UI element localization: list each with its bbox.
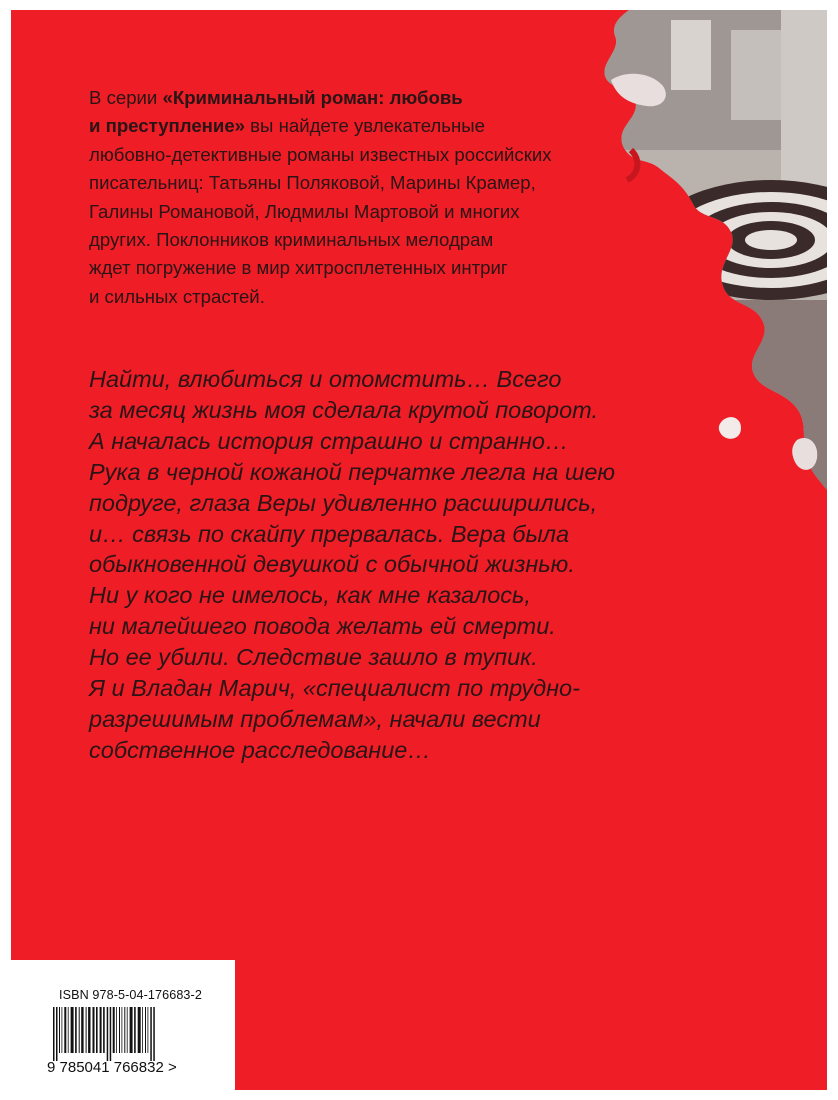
- excerpt-line: обыкновенной девушкой с обычной жизнью.: [89, 551, 575, 578]
- barcode-bar: [93, 1007, 95, 1053]
- barcode-bar: [86, 1007, 87, 1053]
- excerpt-line: А началась история страшно и странно…: [89, 427, 569, 454]
- isbn-block: [11, 960, 235, 1090]
- barcode-bar: [71, 1007, 74, 1053]
- isbn-label: ISBN 978-5-04-176683-2: [59, 988, 202, 1002]
- barcode-bar: [110, 1007, 112, 1061]
- book-excerpt: [89, 364, 729, 766]
- blurb-line: [89, 84, 649, 112]
- excerpt-line: Но ее убили. Следствие зашло в тупик.: [89, 644, 538, 671]
- barcode-bar: [88, 1007, 90, 1053]
- barcode-bar: [103, 1007, 105, 1053]
- barcode-bar: [134, 1007, 136, 1053]
- barcode-bar: [153, 1007, 155, 1061]
- blurb-line: Галины Романовой, Людмилы Мартовой и многих: [89, 200, 520, 222]
- excerpt-line: Рука в черной кожаной перчатке легла на шею: [89, 458, 616, 485]
- barcode-bar: [122, 1007, 123, 1053]
- red-cover-background: [11, 10, 827, 1090]
- blurb-line: [89, 112, 649, 140]
- barcode-bar: [81, 1007, 83, 1053]
- excerpt-line: Найти, влюбиться и отомстить… Всего: [89, 366, 562, 392]
- excerpt-line: Я и Владан Марич, «специалист по трудно-: [89, 675, 580, 702]
- blurb-line: любовно-детективные романы известных российских: [89, 143, 552, 165]
- barcode-bar: [142, 1007, 143, 1053]
- barcode-bar: [96, 1007, 98, 1053]
- barcode-bar: [130, 1007, 133, 1053]
- series-title-part2: и преступление»: [89, 115, 246, 137]
- barcode-bar: [150, 1007, 152, 1061]
- excerpt-line: разрешимым проблемам», начали вести: [89, 705, 541, 732]
- blurb-line: ждет погружение в мир хитросплетенных интриг: [89, 257, 508, 279]
- barcode-bar: [75, 1007, 77, 1053]
- barcode-bar: [119, 1007, 120, 1053]
- blurb-prefix: В серии: [89, 87, 163, 108]
- barcode-bar: [107, 1007, 109, 1061]
- excerpt-line: Ни у кого не имелось, как мне казалось,: [89, 582, 531, 609]
- barcode-bar: [124, 1007, 125, 1053]
- blurb-line: и сильных страстей.: [89, 285, 265, 307]
- series-description: [89, 84, 649, 311]
- excerpt-line: собственное расследование…: [89, 736, 431, 763]
- barcode-bar: [62, 1007, 63, 1053]
- barcode-bar: [113, 1007, 115, 1053]
- barcode-digits: 9 785041 766832 >: [47, 1059, 177, 1076]
- barcode-bar: [100, 1007, 102, 1053]
- barcode-bar: [148, 1007, 149, 1053]
- barcode-bar: [127, 1007, 128, 1053]
- barcode-bar: [79, 1007, 80, 1053]
- barcode: [51, 1007, 211, 1061]
- blurb-line: писательниц: Татьяны Поляковой, Марины Крамер,: [89, 172, 536, 194]
- barcode-bar: [138, 1007, 141, 1053]
- barcode-bar: [59, 1007, 60, 1053]
- barcode-bar: [68, 1007, 69, 1053]
- barcode-bar: [145, 1007, 146, 1053]
- blurb-line2-rest: вы найдете увлекательные: [245, 115, 485, 137]
- barcode-bar: [53, 1007, 55, 1061]
- excerpt-line: и… связь по скайпу прервалась. Вера была: [89, 520, 570, 547]
- excerpt-line: подруге, глаза Веры удивленно расширились,: [89, 489, 598, 516]
- excerpt-line: за месяц жизнь моя сделала крутой поворот.: [89, 396, 599, 423]
- barcode-bar: [64, 1007, 66, 1053]
- barcode-bar: [116, 1007, 117, 1053]
- excerpt-line: ни малейшего повода желать ей смерти.: [89, 613, 556, 640]
- blurb-line: других. Поклонников криминальных мелодрам: [89, 229, 494, 251]
- barcode-bar: [56, 1007, 58, 1061]
- series-title-part1: «Криминальный роман: любовь: [162, 87, 463, 108]
